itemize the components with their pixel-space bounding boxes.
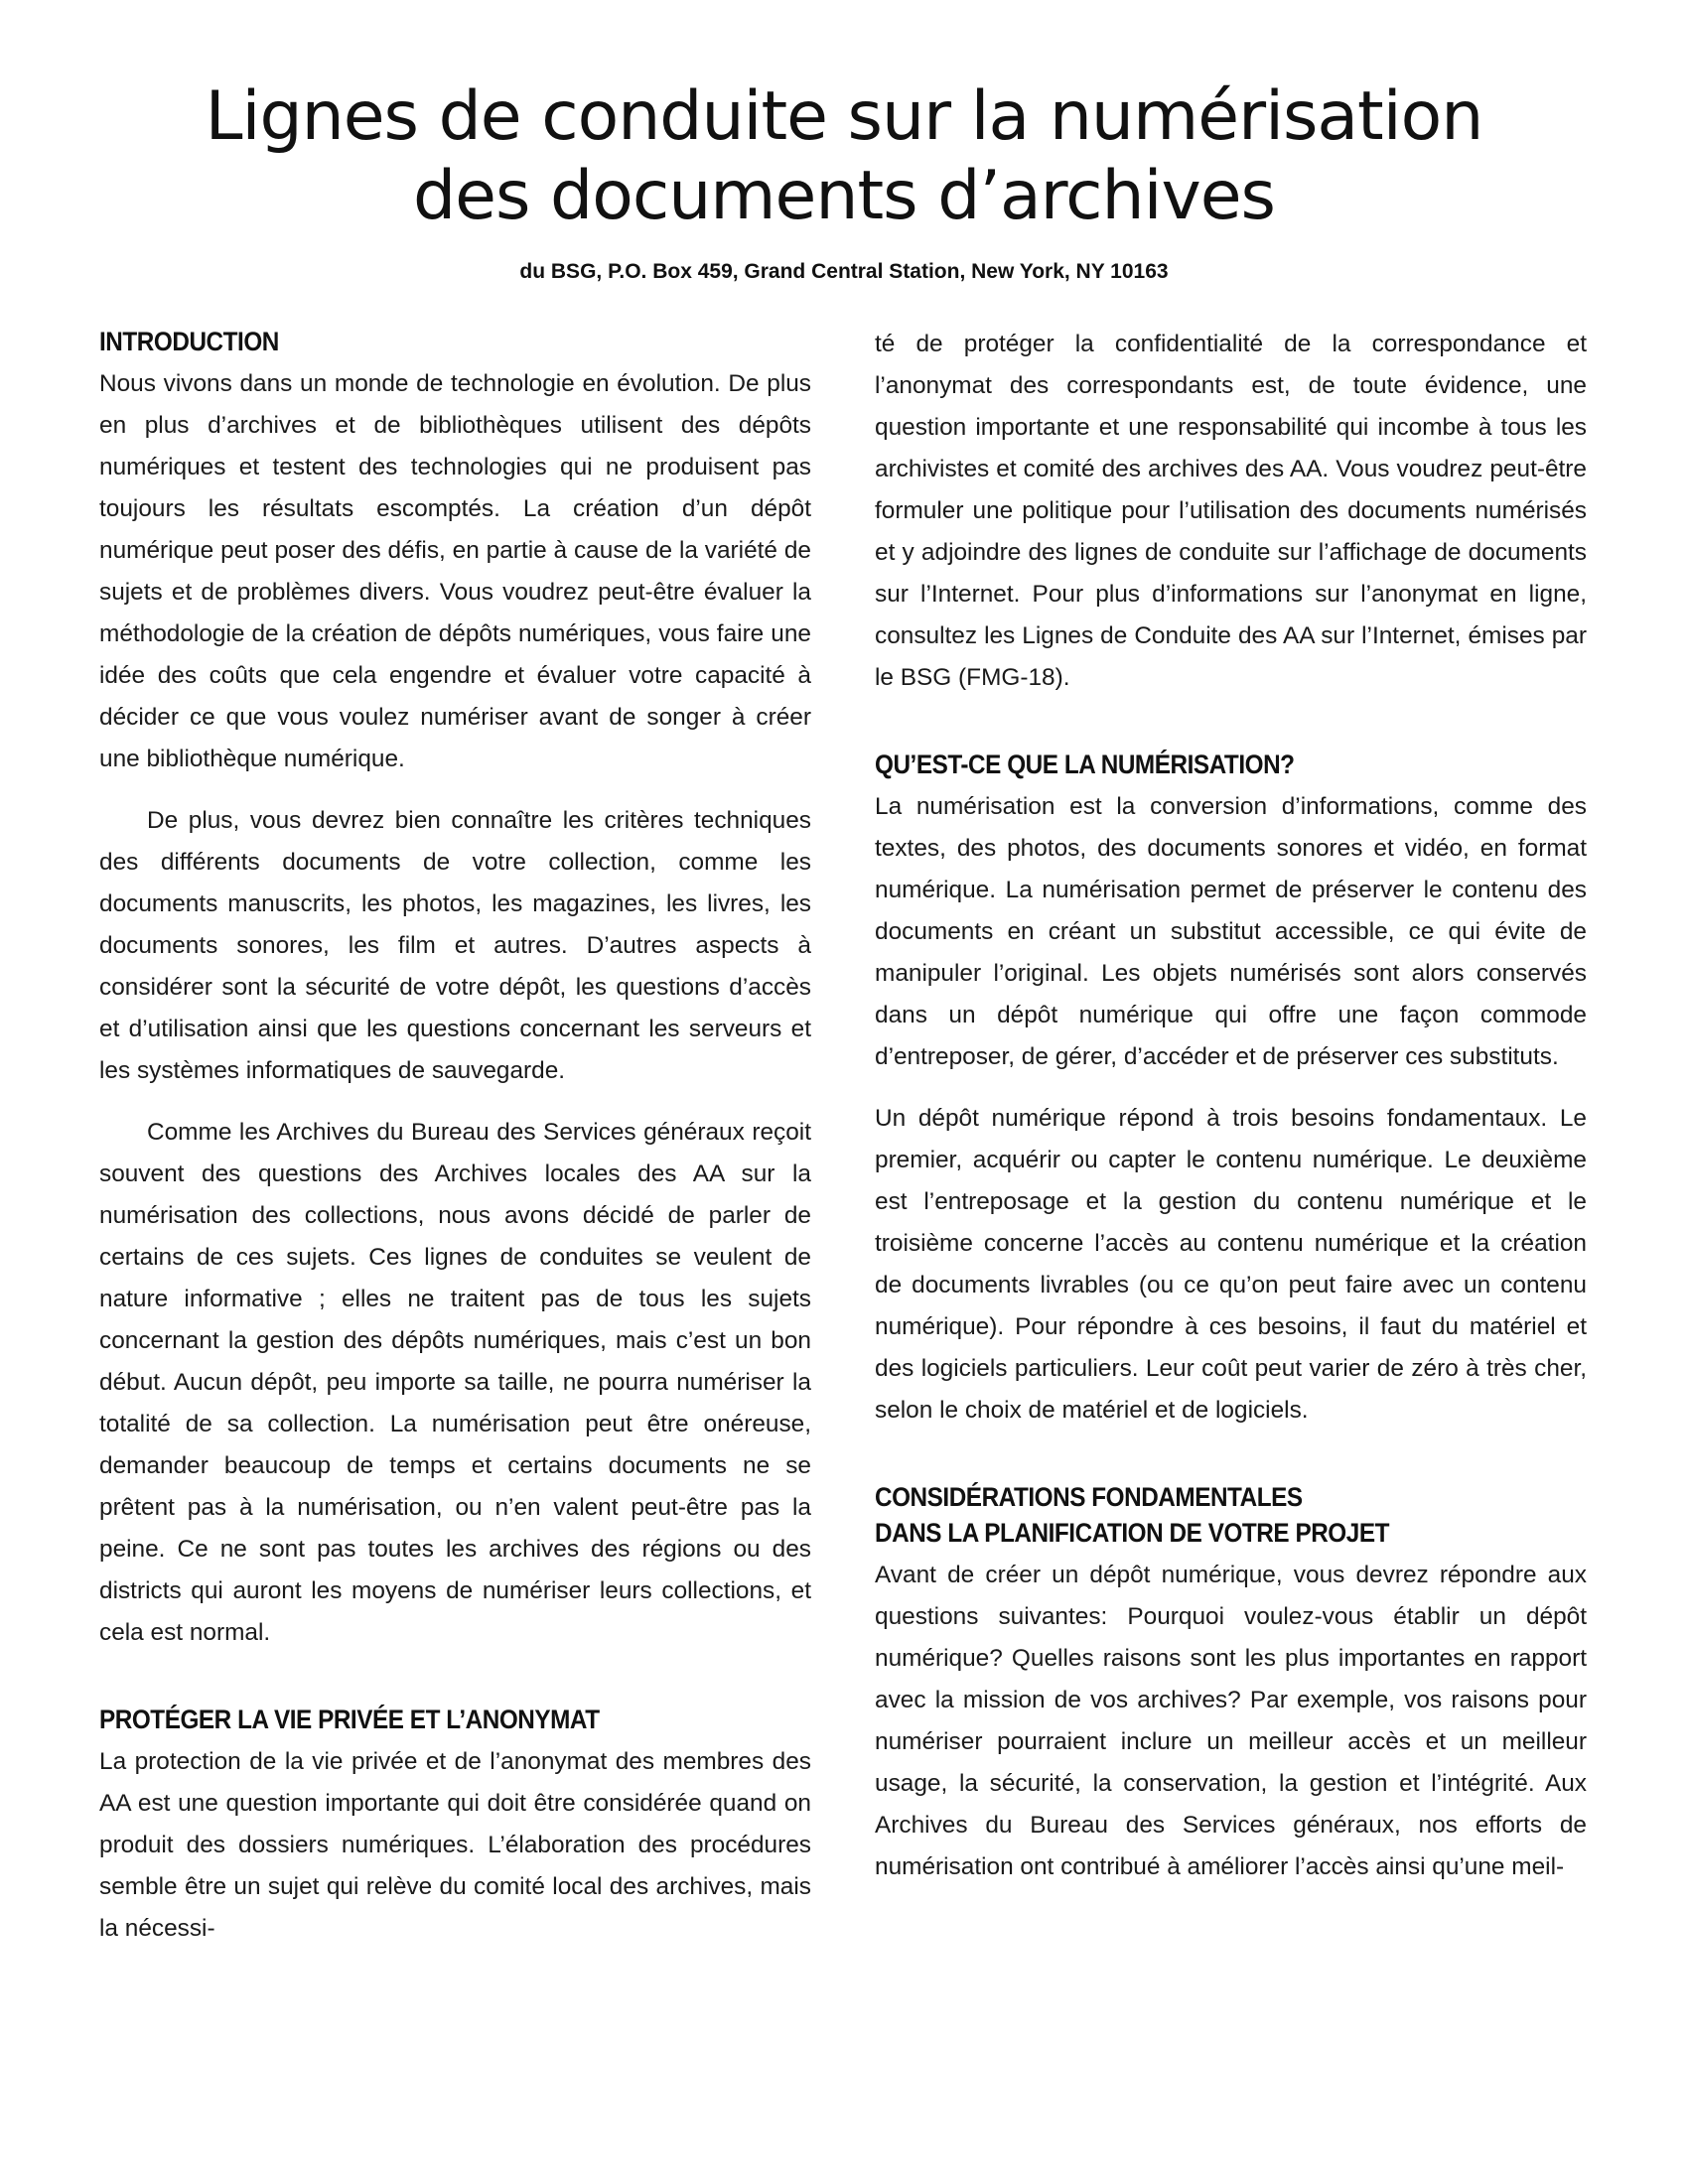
document-title-line-2: des documents d’archives [413,157,1275,235]
section-heading-digitization: QU’EST-CE QUE LA NUMÉRISATION? [875,750,1295,779]
planning-paragraph-1: Avant de créer un dépôt numérique, vous devrez répondre aux questions suivantes: Pourquoi voulez-vous établir un dépôt numérique? Quelles raisons sont les plus importantes en rapport avec la mission de vos archives? Par exemple, vos raisons pour numériser pourraient inclure un meilleur accès et un meilleur usage, la sécurité, la conservation, la gestion et l’intégrité. Aux Archives du Bureau des Services généraux, nos efforts de numérisation ont contribué à améliorer l’accès ainsi qu’une meil- [875,1562,1587,1880]
digitization-paragraph-2: Un dépôt numérique répond à trois besoins fondamentaux. Le premier, acquérir ou capter le contenu numérique. Le deuxième est l’entreposage et la gestion du contenu numérique et le troisième concerne l’accès au contenu numérique et la création de documents livrables (ou ce qu’on peut faire avec un contenu numérique). Pour répondre à ces besoins, il faut du matériel et des logiciels particuliers. Leur coût peut varier de zéro à très cher, selon le choix de matériel et de logiciels. [875,1105,1587,1424]
privacy-paragraph-continued: té de protéger la confidentialité de la correspondance et l’anonymat des correspondants est, de toute évidence, une question importante et une responsabilité qui incombe à tous les archivistes et comité des archives des AA. Vous voudrez peut-être formuler une politique pour l’utilisation des documents numérisés et y adjoindre des lignes de conduite sur l’affichage de documents sur l’Internet. Pour plus d’informations sur l’anonymat en ligne, consultez les Lignes de Conduite des AA sur l’Internet, émises par le BSG (FMG-18). [875,331,1587,691]
section-spacer [875,1451,1587,1479]
document-header [0,77,1688,286]
section-spacer [875,719,1587,747]
right-column [875,324,1587,1908]
section-heading-planning [875,1479,1515,1551]
section-spacer [99,1674,811,1702]
document-title-line-1: Lignes de conduite sur la numérisation [205,77,1483,156]
left-column [99,324,811,1970]
section-heading-planning-line-1: CONSIDÉRATIONS FONDAMENTALES [875,1482,1303,1512]
section-heading-planning-line-2: DANS LA PLANIFICATION DE VOTRE PROJET [875,1518,1389,1548]
section-heading-privacy: PROTÉGER LA VIE PRIVÉE ET L’ANONYMAT [99,1705,600,1734]
section-heading-introduction: INTRODUCTION [99,327,279,356]
document-subtitle: du BSG, P.O. Box 459, Grand Central Station, New York, NY 10163 [519,260,1169,283]
introduction-paragraph-2: De plus, vous devrez bien connaître les critères techniques des différents documents de votre collection, comme les documents manuscrits, les photos, les magazines, les livres, les documents sonores, les film et autres. D’autres aspects à considérer sont la sécurité de votre dépôt, les questions d’accès et d’utilisation ainsi que les questions concernant les serveurs et les systèmes informatiques de sauvegarde. [99,807,811,1084]
introduction-paragraph-1: Nous vivons dans un monde de technologie en évolution. De plus en plus d’archives et de bibliothèques utilisent des dépôts numériques et testent des technologies qui ne produisent pas toujours les résultats escomptés. La création d’un dépôt numérique peut poser des défis, en partie à cause de la variété de sujets et de problèmes divers. Vous voudrez peut-être évaluer la méthodologie de la création de dépôts numériques, vous faire une idée des coûts que cela engendre et évaluer votre capacité à décider ce que vous voulez numériser avant de songer à créer une bibliothèque numérique. [99,370,811,772]
introduction-paragraph-3: Comme les Archives du Bureau des Services généraux reçoit souvent des questions des Archives locales des AA sur la numérisation des collections, nous avons décidé de parler de certains de ces sujets. Ces lignes de conduites se veulent de nature informative ; elles ne traitent pas de tous les sujets concernant la gestion des dépôts numériques, mais c’est un bon début. Aucun dépôt, peu importe sa taille, ne pourra numériser la totalité de sa collection. La numérisation peut être onéreuse, demander beaucoup de temps et certains documents ne se prêtent pas à la numérisation, ou n’en valent peut-être pas la peine. Ce ne sont pas toutes les archives des régions ou des districts qui auront les moyens de numériser leurs collections, et cela est normal. [99,1119,811,1646]
privacy-paragraph-1: La protection de la vie privée et de l’anonymat des membres des AA est une question importante qui doit être considérée quand on produit des dossiers numériques. L’élaboration des procédures semble être un sujet qui relève du comité local des archives, mais la nécessi- [99,1748,811,1942]
digitization-paragraph-1: La numérisation est la conversion d’informations, comme des textes, des photos, des documents sonores et vidéo, en format numérique. La numérisation permet de préserver le contenu des documents en créant un substitut accessible, ce qui évite de manipuler l’original. Les objets numérisés sont alors conservés dans un dépôt numérique qui offre une façon commode d’entreposer, de gérer, d’accéder et de préserver ces substituts. [875,793,1587,1070]
